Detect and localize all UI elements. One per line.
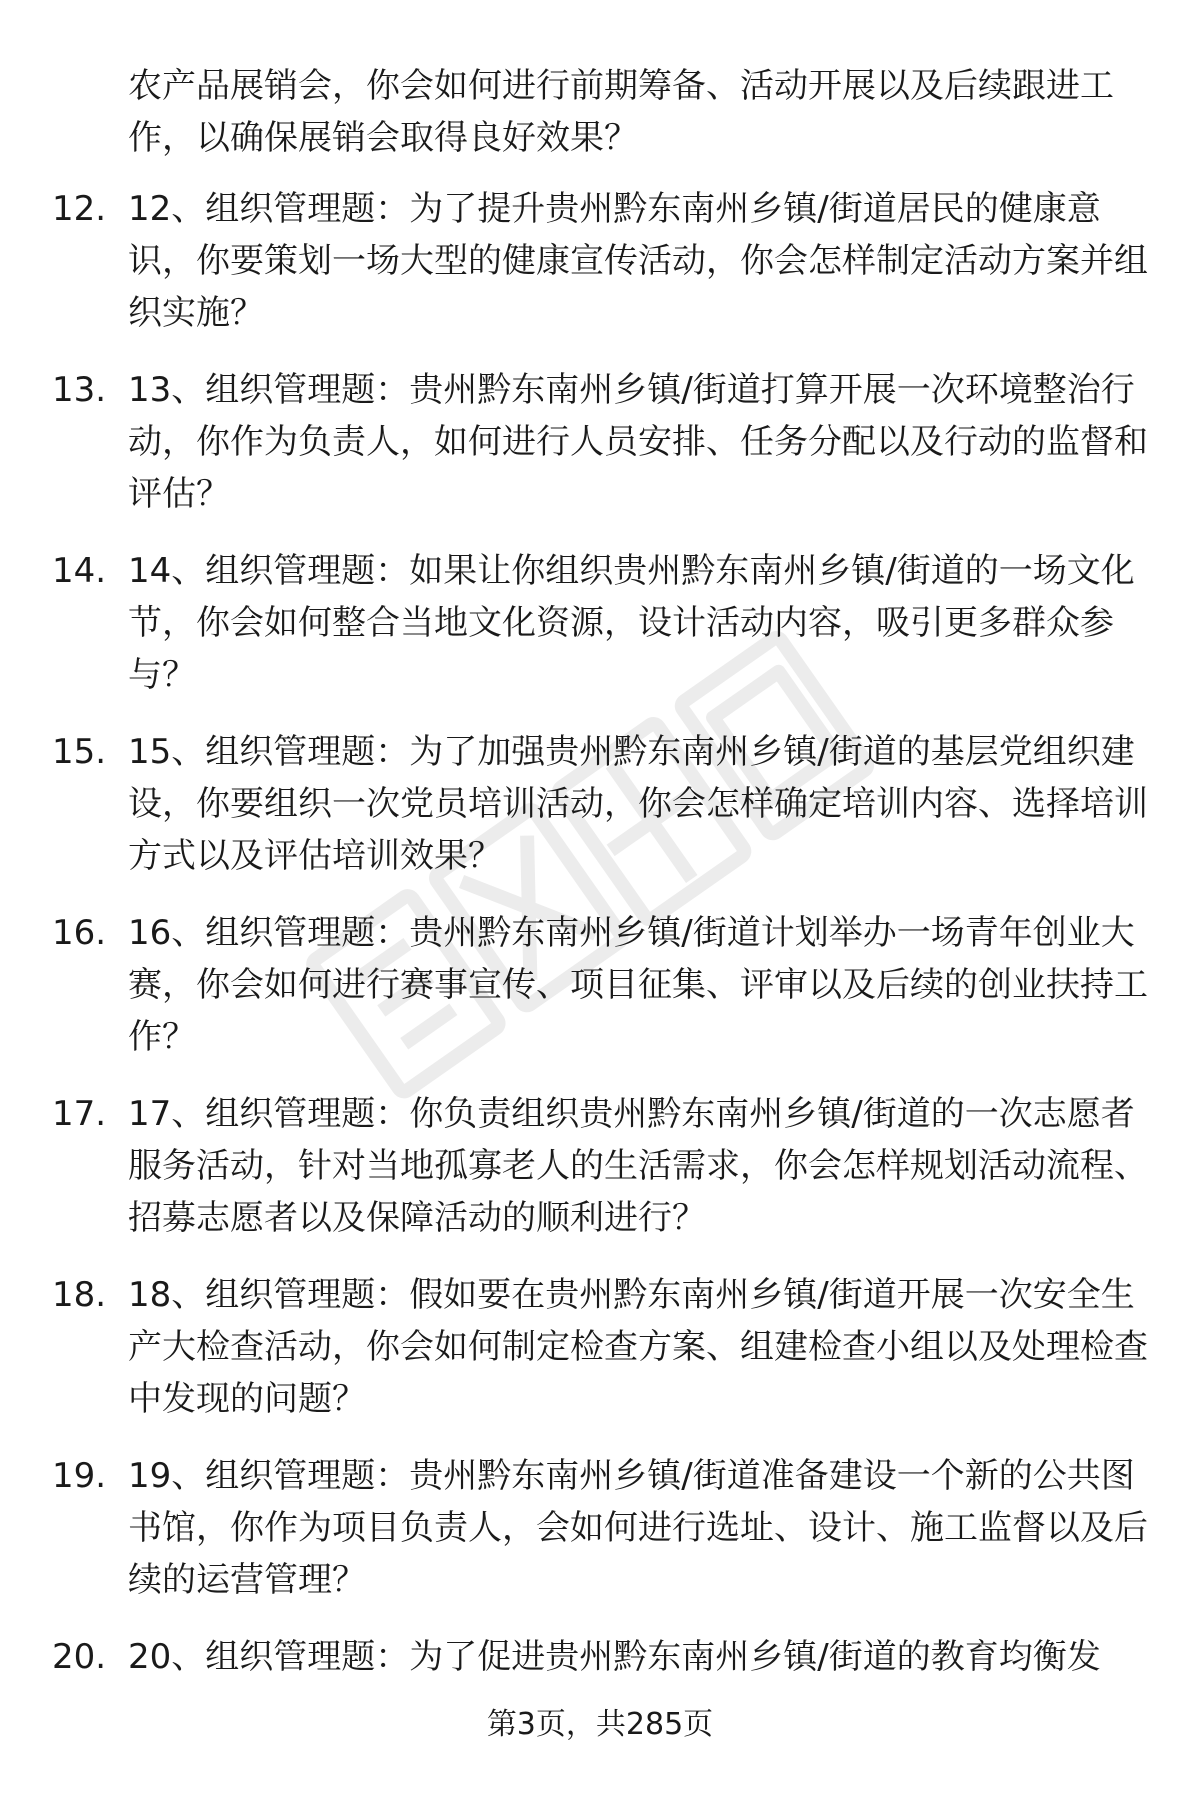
question-number: 14. xyxy=(52,551,107,591)
list-item xyxy=(0,1088,1200,1269)
question-list xyxy=(0,183,1200,1812)
list-item xyxy=(0,364,1200,545)
question-text: 14、组织管理题：如果让你组织贵州黔东南州乡镇/街道的一场文化节，你会如何整合当地文化资源，设计活动内容，吸引更多群众参与？ xyxy=(128,551,1135,695)
question-number: 20. xyxy=(52,1637,107,1677)
question-text: 12、组织管理题：为了提升贵州黔东南州乡镇/街道居民的健康意识，你要策划一场大型的健康宣传活动，你会怎样制定活动方案并组织实施？ xyxy=(128,189,1148,333)
list-item xyxy=(0,1269,1200,1450)
question-number: 19. xyxy=(52,1456,107,1496)
page-footer: 第3页，共285页 xyxy=(486,1707,714,1742)
list-item xyxy=(0,1450,1200,1631)
question-number: 17. xyxy=(52,1094,107,1134)
question-text: 13、组织管理题：贵州黔东南州乡镇/街道打算开展一次环境整治行动，你作为负责人，如何进行人员安排、任务分配以及行动的监督和评估？ xyxy=(128,370,1148,514)
question-number: 13. xyxy=(52,370,107,410)
continuation-paragraph: 农产品展销会，你会如何进行前期筹备、活动开展以及后续跟进工作，以确保展销会取得良好效果？ xyxy=(128,66,1114,158)
question-number: 12. xyxy=(52,189,107,229)
question-text: 17、组织管理题：你负责组织贵州黔东南州乡镇/街道的一次志愿者服务活动，针对当地孤寡老人的生活需求，你会怎样规划活动流程、招募志愿者以及保障活动的顺利进行？ xyxy=(128,1094,1148,1238)
question-number: 15. xyxy=(52,732,107,772)
question-text: 15、组织管理题：为了加强贵州黔东南州乡镇/街道的基层党组织建设，你要组织一次党员培训活动，你会怎样确定培训内容、选择培训方式以及评估培训效果？ xyxy=(128,732,1148,876)
list-item xyxy=(0,726,1200,907)
question-text: 18、组织管理题：假如要在贵州黔东南州乡镇/街道开展一次安全生产大检查活动，你会如何制定检查方案、组建检查小组以及处理检查中发现的问题？ xyxy=(128,1275,1148,1419)
question-number: 16. xyxy=(52,913,107,953)
question-text: 16、组织管理题：贵州黔东南州乡镇/街道计划举办一场青年创业大赛，你会如何进行赛事宣传、项目征集、评审以及后续的创业扶持工作？ xyxy=(128,913,1148,1057)
list-item xyxy=(0,545,1200,726)
question-number: 18. xyxy=(52,1275,107,1315)
question-text: 20、组织管理题：为了促进贵州黔东南州乡镇/街道的教育均衡发 xyxy=(128,1637,1101,1677)
list-item xyxy=(0,907,1200,1088)
question-text: 19、组织管理题：贵州黔东南州乡镇/街道准备建设一个新的公共图书馆，你作为项目负责人，会如何进行选址、设计、施工监督以及后续的运营管理？ xyxy=(128,1456,1148,1600)
list-item xyxy=(0,183,1200,364)
